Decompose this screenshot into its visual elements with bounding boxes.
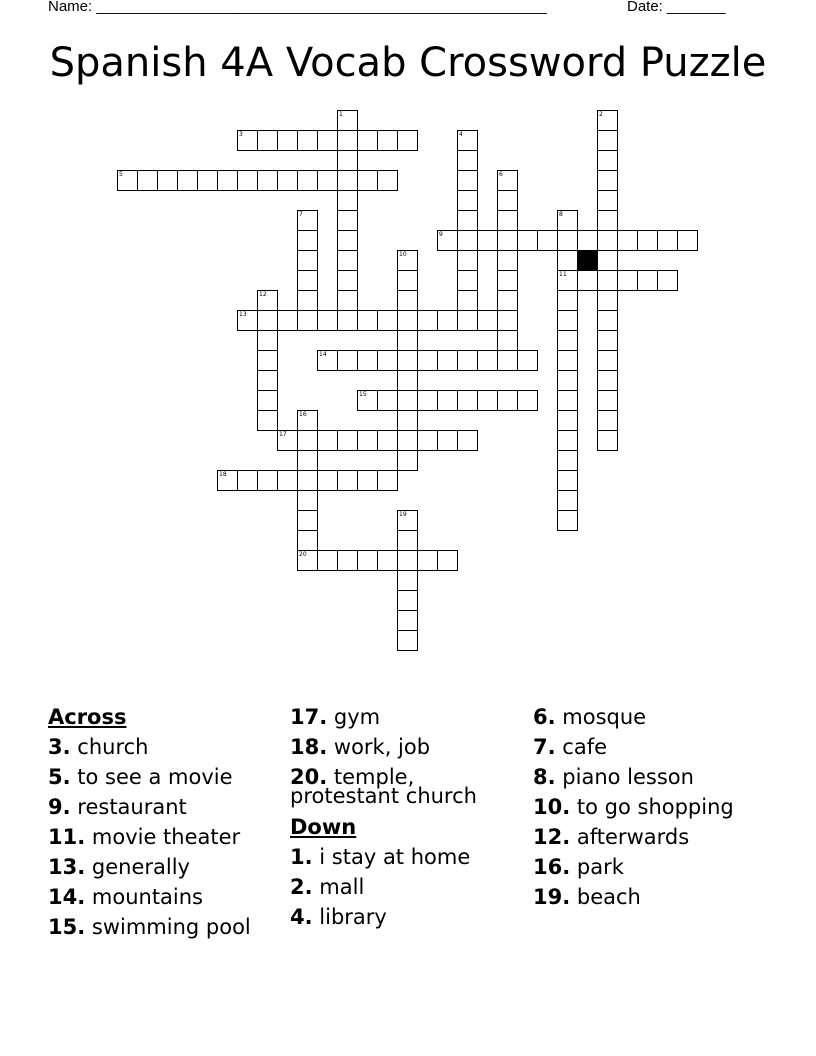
grid-cell[interactable] <box>497 310 518 331</box>
grid-cell[interactable] <box>177 170 198 191</box>
grid-cell[interactable] <box>297 490 318 511</box>
page-title: Spanish 4A Vocab Crossword Puzzle <box>49 40 767 86</box>
clue-number-label: 5 <box>119 171 123 178</box>
grid-cell[interactable] <box>597 330 618 351</box>
grid-cell[interactable] <box>477 390 498 411</box>
grid-cell[interactable] <box>497 330 518 351</box>
grid-cell[interactable] <box>337 130 358 151</box>
grid-cell[interactable] <box>557 490 578 511</box>
grid-cell[interactable] <box>517 390 538 411</box>
grid-cell[interactable] <box>597 310 618 331</box>
grid-cell[interactable] <box>397 370 418 391</box>
grid-cell[interactable] <box>597 230 618 251</box>
grid-cell[interactable] <box>577 270 598 291</box>
grid-cell[interactable] <box>397 570 418 591</box>
grid-cell[interactable] <box>297 230 318 251</box>
clue-item: 2. mall <box>290 875 365 899</box>
grid-cell[interactable] <box>317 310 338 331</box>
grid-cell[interactable] <box>557 390 578 411</box>
grid-cell[interactable] <box>197 170 218 191</box>
grid-cell[interactable] <box>457 210 478 231</box>
date-field: Date: _______ <box>627 0 726 15</box>
grid-cell[interactable] <box>597 210 618 231</box>
grid-cell[interactable] <box>517 230 538 251</box>
clue-column-2 <box>290 702 520 932</box>
grid-cell[interactable] <box>457 230 478 251</box>
grid-cell[interactable] <box>257 390 278 411</box>
grid-cell[interactable] <box>397 310 418 331</box>
clue-number-label: 11 <box>559 271 567 278</box>
grid-cell[interactable] <box>337 250 358 271</box>
grid-cell[interactable] <box>317 470 338 491</box>
grid-cell[interactable] <box>337 550 358 571</box>
grid-cell[interactable] <box>557 310 578 331</box>
grid-cell[interactable] <box>317 170 338 191</box>
clue-number-label: 16 <box>299 411 307 418</box>
grid-cell[interactable] <box>437 430 458 451</box>
clue-column-1 <box>48 702 278 942</box>
grid-cell[interactable] <box>297 430 318 451</box>
grid-cell[interactable] <box>557 410 578 431</box>
grid-cell[interactable] <box>497 390 518 411</box>
grid-cell[interactable] <box>477 310 498 331</box>
grid-cell[interactable] <box>557 290 578 311</box>
grid-cell[interactable] <box>437 390 458 411</box>
clue-item: 10. to go shopping <box>533 795 734 819</box>
grid-cell[interactable] <box>437 310 458 331</box>
grid-cell[interactable] <box>377 310 398 331</box>
grid-cell[interactable] <box>597 370 618 391</box>
grid-cell[interactable] <box>237 470 258 491</box>
grid-cell[interactable] <box>557 250 578 271</box>
grid-cell[interactable] <box>377 170 398 191</box>
clue-item: 7. cafe <box>533 735 608 759</box>
grid-cell[interactable] <box>337 230 358 251</box>
grid-cell[interactable] <box>357 170 378 191</box>
grid-cell[interactable] <box>497 290 518 311</box>
clue-number-label: 1 <box>339 111 343 118</box>
grid-cell[interactable] <box>297 270 318 291</box>
grid-cell[interactable] <box>357 470 378 491</box>
clue-item: 8. piano lesson <box>533 765 694 789</box>
grid-cell[interactable] <box>457 430 478 451</box>
grid-cell[interactable] <box>457 250 478 271</box>
grid-cell[interactable] <box>497 230 518 251</box>
clue-item-continued: protestant church <box>290 784 477 808</box>
clue-number-label: 15 <box>359 391 367 398</box>
grid-cell[interactable] <box>597 270 618 291</box>
grid-cell[interactable] <box>557 370 578 391</box>
grid-cell[interactable] <box>337 190 358 211</box>
grid-cell[interactable] <box>597 170 618 191</box>
grid-cell[interactable] <box>357 550 378 571</box>
clue-number-label: 9 <box>439 231 443 238</box>
grid-cell[interactable] <box>357 130 378 151</box>
grid-cell[interactable] <box>337 290 358 311</box>
grid-cell[interactable] <box>217 170 238 191</box>
grid-cell[interactable] <box>557 510 578 531</box>
grid-cell[interactable] <box>417 430 438 451</box>
grid-cell[interactable] <box>477 350 498 371</box>
across-heading: Across <box>48 705 127 729</box>
grid-cell[interactable] <box>317 130 338 151</box>
clue-number-label: 14 <box>319 351 327 358</box>
grid-cell[interactable] <box>257 370 278 391</box>
grid-cell[interactable] <box>357 430 378 451</box>
grid-cell[interactable] <box>377 430 398 451</box>
clue-item: 12. afterwards <box>533 825 690 849</box>
grid-cell[interactable] <box>157 170 178 191</box>
grid-cell[interactable] <box>257 330 278 351</box>
grid-cell[interactable] <box>277 310 298 331</box>
grid-cell[interactable] <box>397 530 418 551</box>
grid-cell[interactable] <box>337 350 358 371</box>
clue-number-label: 3 <box>239 131 243 138</box>
grid-cell[interactable] <box>397 330 418 351</box>
grid-cell[interactable] <box>397 350 418 371</box>
clue-item: 13. generally <box>48 855 190 879</box>
grid-cell[interactable] <box>657 230 678 251</box>
clue-number-label: 20 <box>299 551 307 558</box>
grid-cell[interactable] <box>257 410 278 431</box>
grid-cell[interactable] <box>477 230 498 251</box>
grid-cell[interactable] <box>397 390 418 411</box>
grid-cell[interactable] <box>557 350 578 371</box>
grid-cell[interactable] <box>337 170 358 191</box>
black-cell <box>577 250 598 271</box>
grid-cell[interactable] <box>277 170 298 191</box>
clue-item: 19. beach <box>533 885 641 909</box>
grid-cell[interactable] <box>417 550 438 571</box>
grid-cell[interactable] <box>357 350 378 371</box>
grid-cell[interactable] <box>257 350 278 371</box>
grid-cell[interactable] <box>397 270 418 291</box>
grid-cell[interactable] <box>337 310 358 331</box>
grid-cell[interactable] <box>337 430 358 451</box>
grid-cell[interactable] <box>397 410 418 431</box>
clue-number-label: 12 <box>259 291 267 298</box>
grid-cell[interactable] <box>557 470 578 491</box>
grid-cell[interactable] <box>457 170 478 191</box>
grid-cell[interactable] <box>597 410 618 431</box>
grid-cell[interactable] <box>297 510 318 531</box>
grid-cell[interactable] <box>377 470 398 491</box>
grid-cell[interactable] <box>437 550 458 571</box>
clue-number-label: 4 <box>459 131 463 138</box>
clue-item: 15. swimming pool <box>48 915 251 939</box>
grid-cell[interactable] <box>637 270 658 291</box>
grid-cell[interactable] <box>277 470 298 491</box>
grid-cell[interactable] <box>337 150 358 171</box>
grid-cell[interactable] <box>397 610 418 631</box>
clue-number-label: 6 <box>499 171 503 178</box>
grid-cell[interactable] <box>277 130 298 151</box>
grid-cell[interactable] <box>257 170 278 191</box>
name-field: Name: ______________________________________________________ <box>48 0 547 15</box>
grid-cell[interactable] <box>397 130 418 151</box>
grid-cell[interactable] <box>457 290 478 311</box>
clue-item: 3. church <box>48 735 149 759</box>
grid-cell[interactable] <box>337 470 358 491</box>
clue-item: 14. mountains <box>48 885 204 909</box>
clue-item: 5. to see a movie <box>48 765 233 789</box>
clue-column-3 <box>533 702 793 912</box>
clue-number-label: 7 <box>299 211 303 218</box>
clue-number-label: 18 <box>219 471 227 478</box>
grid-cell[interactable] <box>337 210 358 231</box>
grid-cell[interactable] <box>437 350 458 371</box>
grid-cell[interactable] <box>517 350 538 371</box>
grid-cell[interactable] <box>597 130 618 151</box>
grid-cell[interactable] <box>317 430 338 451</box>
grid-cell[interactable] <box>137 170 158 191</box>
grid-cell[interactable] <box>257 130 278 151</box>
grid-cell[interactable] <box>297 170 318 191</box>
clue-item: 11. movie theater <box>48 825 241 849</box>
grid-cell[interactable] <box>657 270 678 291</box>
grid-cell[interactable] <box>557 330 578 351</box>
grid-cell[interactable] <box>417 310 438 331</box>
grid-cell[interactable] <box>417 390 438 411</box>
grid-cell[interactable] <box>397 630 418 651</box>
clue-item: 6. mosque <box>533 705 647 729</box>
clue-number-label: 17 <box>279 431 287 438</box>
grid-cell[interactable] <box>357 310 378 331</box>
grid-cell[interactable] <box>597 290 618 311</box>
grid-cell[interactable] <box>497 250 518 271</box>
grid-cell[interactable] <box>417 350 438 371</box>
grid-cell[interactable] <box>297 290 318 311</box>
grid-cell[interactable] <box>537 230 558 251</box>
grid-cell[interactable] <box>297 470 318 491</box>
grid-cell[interactable] <box>497 270 518 291</box>
clue-number-label: 13 <box>239 311 247 318</box>
grid-cell[interactable] <box>297 450 318 471</box>
grid-cell[interactable] <box>597 390 618 411</box>
grid-cell[interactable] <box>337 270 358 291</box>
down-heading: Down <box>290 815 357 839</box>
grid-cell[interactable] <box>457 270 478 291</box>
grid-cell[interactable] <box>377 390 398 411</box>
grid-cell[interactable] <box>297 530 318 551</box>
grid-cell[interactable] <box>377 130 398 151</box>
clue-item: 4. library <box>290 905 387 929</box>
grid-cell[interactable] <box>457 190 478 211</box>
grid-cell[interactable] <box>257 310 278 331</box>
grid-cell[interactable] <box>597 350 618 371</box>
grid-cell[interactable] <box>617 230 638 251</box>
clue-item: 20. temple, <box>290 765 415 789</box>
grid-cell[interactable] <box>597 430 618 451</box>
grid-cell[interactable] <box>557 450 578 471</box>
clue-number-label: 19 <box>399 511 407 518</box>
grid-cell[interactable] <box>497 350 518 371</box>
grid-cell[interactable] <box>397 290 418 311</box>
clue-item: 17. gym <box>290 705 381 729</box>
grid-cell[interactable] <box>497 190 518 211</box>
grid-cell[interactable] <box>497 210 518 231</box>
clue-number-label: 8 <box>559 211 563 218</box>
grid-cell[interactable] <box>397 550 418 571</box>
grid-cell[interactable] <box>397 590 418 611</box>
grid-cell[interactable] <box>397 450 418 471</box>
grid-cell[interactable] <box>557 230 578 251</box>
grid-cell[interactable] <box>597 150 618 171</box>
grid-cell[interactable] <box>577 230 598 251</box>
grid-cell[interactable] <box>677 230 698 251</box>
grid-cell[interactable] <box>377 350 398 371</box>
grid-cell[interactable] <box>257 470 278 491</box>
grid-cell[interactable] <box>297 130 318 151</box>
clue-item: 1. i stay at home <box>290 845 471 869</box>
grid-cell[interactable] <box>457 350 478 371</box>
grid-cell[interactable] <box>377 550 398 571</box>
grid-cell[interactable] <box>597 250 618 271</box>
grid-cell[interactable] <box>457 390 478 411</box>
grid-cell[interactable] <box>297 310 318 331</box>
grid-cell[interactable] <box>297 250 318 271</box>
grid-cell[interactable] <box>597 190 618 211</box>
grid-cell[interactable] <box>457 310 478 331</box>
grid-cell[interactable] <box>237 170 258 191</box>
clue-number-label: 2 <box>599 111 603 118</box>
grid-cell[interactable] <box>317 550 338 571</box>
clue-item: 18. work, job <box>290 735 431 759</box>
grid-cell[interactable] <box>617 270 638 291</box>
grid-cell[interactable] <box>557 430 578 451</box>
clue-item: 16. park <box>533 855 624 879</box>
grid-cell[interactable] <box>457 150 478 171</box>
clue-item: 9. restaurant <box>48 795 187 819</box>
grid-cell[interactable] <box>397 430 418 451</box>
clue-number-label: 10 <box>399 251 407 258</box>
grid-cell[interactable] <box>637 230 658 251</box>
